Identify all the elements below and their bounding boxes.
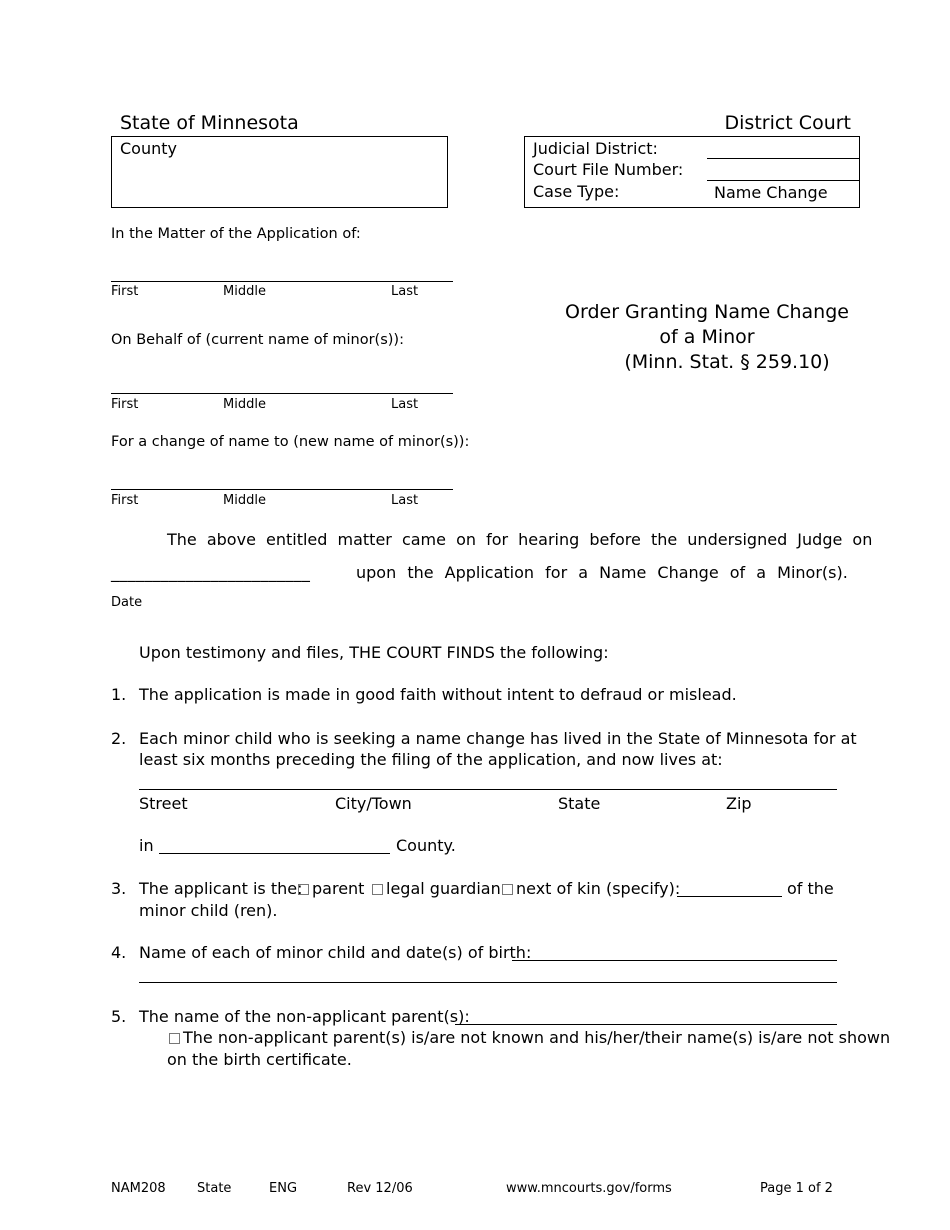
court-label: District Court — [724, 112, 851, 134]
option-next-of-kin[interactable] — [502, 879, 680, 898]
judicial-district-line[interactable] — [707, 158, 859, 159]
minor-new-first-label: First — [111, 493, 139, 508]
option-parent[interactable] — [298, 879, 364, 898]
court-file-number-line[interactable] — [707, 180, 859, 181]
county-suffix-label: County. — [396, 836, 456, 855]
footer-url-link[interactable]: www.mncourts.gov/forms — [506, 1181, 672, 1196]
finding-4-number: 4. — [111, 943, 127, 962]
footer-language: ENG — [269, 1181, 298, 1196]
finding-2-line2: least six months preceding the filing of the application, and now lives at: — [139, 750, 723, 769]
parent-checkbox[interactable] — [298, 884, 309, 895]
applicant-first-label: First — [111, 284, 139, 299]
address-city-label: City/Town — [335, 794, 412, 813]
minor-current-last-label: Last — [391, 397, 419, 412]
legal-guardian-checkbox[interactable] — [372, 884, 383, 895]
hearing-line2: upon the Application for a Name Change of a Minor(s). — [356, 563, 848, 582]
residence-county-line[interactable] — [159, 853, 390, 854]
hearing-line1: The above entitled matter came on for hearing before the undersigned Judge on — [167, 530, 873, 549]
finding-3-tail: of the — [787, 879, 834, 898]
finding-3-lead: The applicant is the: — [139, 879, 303, 898]
footer-revision: Rev 12/06 — [347, 1181, 413, 1196]
county-label: County — [120, 139, 177, 158]
findings-intro: Upon testimony and files, THE COURT FINDS the following: — [139, 643, 609, 662]
case-type-label: Case Type: — [533, 182, 620, 201]
finding-1-number: 1. — [111, 685, 127, 704]
finding-2-line1: Each minor child who is seeking a name change has lived in the State of Minnesota for at — [139, 729, 857, 748]
order-title-line2: of a Minor — [659, 326, 755, 348]
finding-4-text: Name of each of minor child and date(s) of birth: — [139, 943, 532, 962]
finding-3-number: 3. — [111, 879, 127, 898]
non-applicant-parent-line[interactable] — [455, 1024, 837, 1025]
minor-children-line-2[interactable] — [139, 982, 837, 983]
finding-5-text: The name of the non-applicant parent(s): — [139, 1007, 470, 1026]
non-applicant-unknown-line1: The non-applicant parent(s) is/are not known and his/her/their name(s) is/are not shown — [183, 1028, 891, 1047]
state-label: State of Minnesota — [120, 112, 299, 134]
finding-3-line2: minor child (ren). — [139, 901, 278, 920]
next-of-kin-checkbox[interactable] — [502, 884, 513, 895]
minor-children-line-1[interactable] — [512, 960, 837, 961]
minor-new-middle-label: Middle — [223, 493, 266, 508]
footer-form-id: NAM208 — [111, 1181, 166, 1196]
minor-current-name-line[interactable] — [111, 393, 453, 394]
footer-state: State — [197, 1181, 232, 1196]
minor-new-name-line[interactable] — [111, 489, 453, 490]
minor-current-first-label: First — [111, 397, 139, 412]
footer-page-number: Page 1 of 2 — [760, 1181, 833, 1196]
case-type-value: Name Change — [714, 183, 828, 202]
next-of-kin-specify-line[interactable] — [677, 896, 782, 897]
non-applicant-unknown-checkbox[interactable] — [169, 1033, 180, 1044]
address-state-label: State — [558, 794, 601, 813]
finding-2-number: 2. — [111, 729, 127, 748]
judicial-district-label: Judicial District: — [533, 139, 658, 158]
hearing-date-blank[interactable]: ________________________ — [111, 563, 311, 582]
address-line[interactable] — [139, 789, 837, 790]
county-in-label: in — [139, 836, 154, 855]
option-next-of-kin-label: next of kin (specify): — [516, 879, 681, 898]
hearing-date-label: Date — [111, 595, 143, 610]
minor-current-label: On Behalf of (current name of minor(s)): — [111, 332, 404, 348]
minor-new-last-label: Last — [391, 493, 419, 508]
minor-new-label: For a change of name to (new name of minor(s)): — [111, 434, 470, 450]
case-info-box — [524, 136, 860, 208]
applicant-middle-label: Middle — [223, 284, 266, 299]
matter-label: In the Matter of the Application of: — [111, 226, 361, 242]
finding-1-text: The application is made in good faith without intent to defraud or mislead. — [139, 685, 737, 704]
applicant-name-line[interactable] — [111, 281, 453, 282]
county-box[interactable] — [111, 136, 448, 208]
address-zip-label: Zip — [726, 794, 752, 813]
applicant-last-label: Last — [391, 284, 419, 299]
minor-current-middle-label: Middle — [223, 397, 266, 412]
court-file-number-label: Court File Number: — [533, 160, 684, 179]
finding-5-number: 5. — [111, 1007, 127, 1026]
order-title-statute: (Minn. Stat. § 259.10) — [624, 351, 830, 373]
non-applicant-unknown-line2: on the birth certificate. — [167, 1050, 352, 1069]
option-legal-guardian-label: legal guardian — [386, 879, 501, 898]
address-street-label: Street — [139, 794, 188, 813]
option-legal-guardian[interactable] — [372, 879, 501, 898]
option-parent-label: parent — [312, 879, 365, 898]
order-title-line1: Order Granting Name Change — [565, 301, 849, 323]
non-applicant-unknown-option[interactable] — [169, 1028, 890, 1047]
